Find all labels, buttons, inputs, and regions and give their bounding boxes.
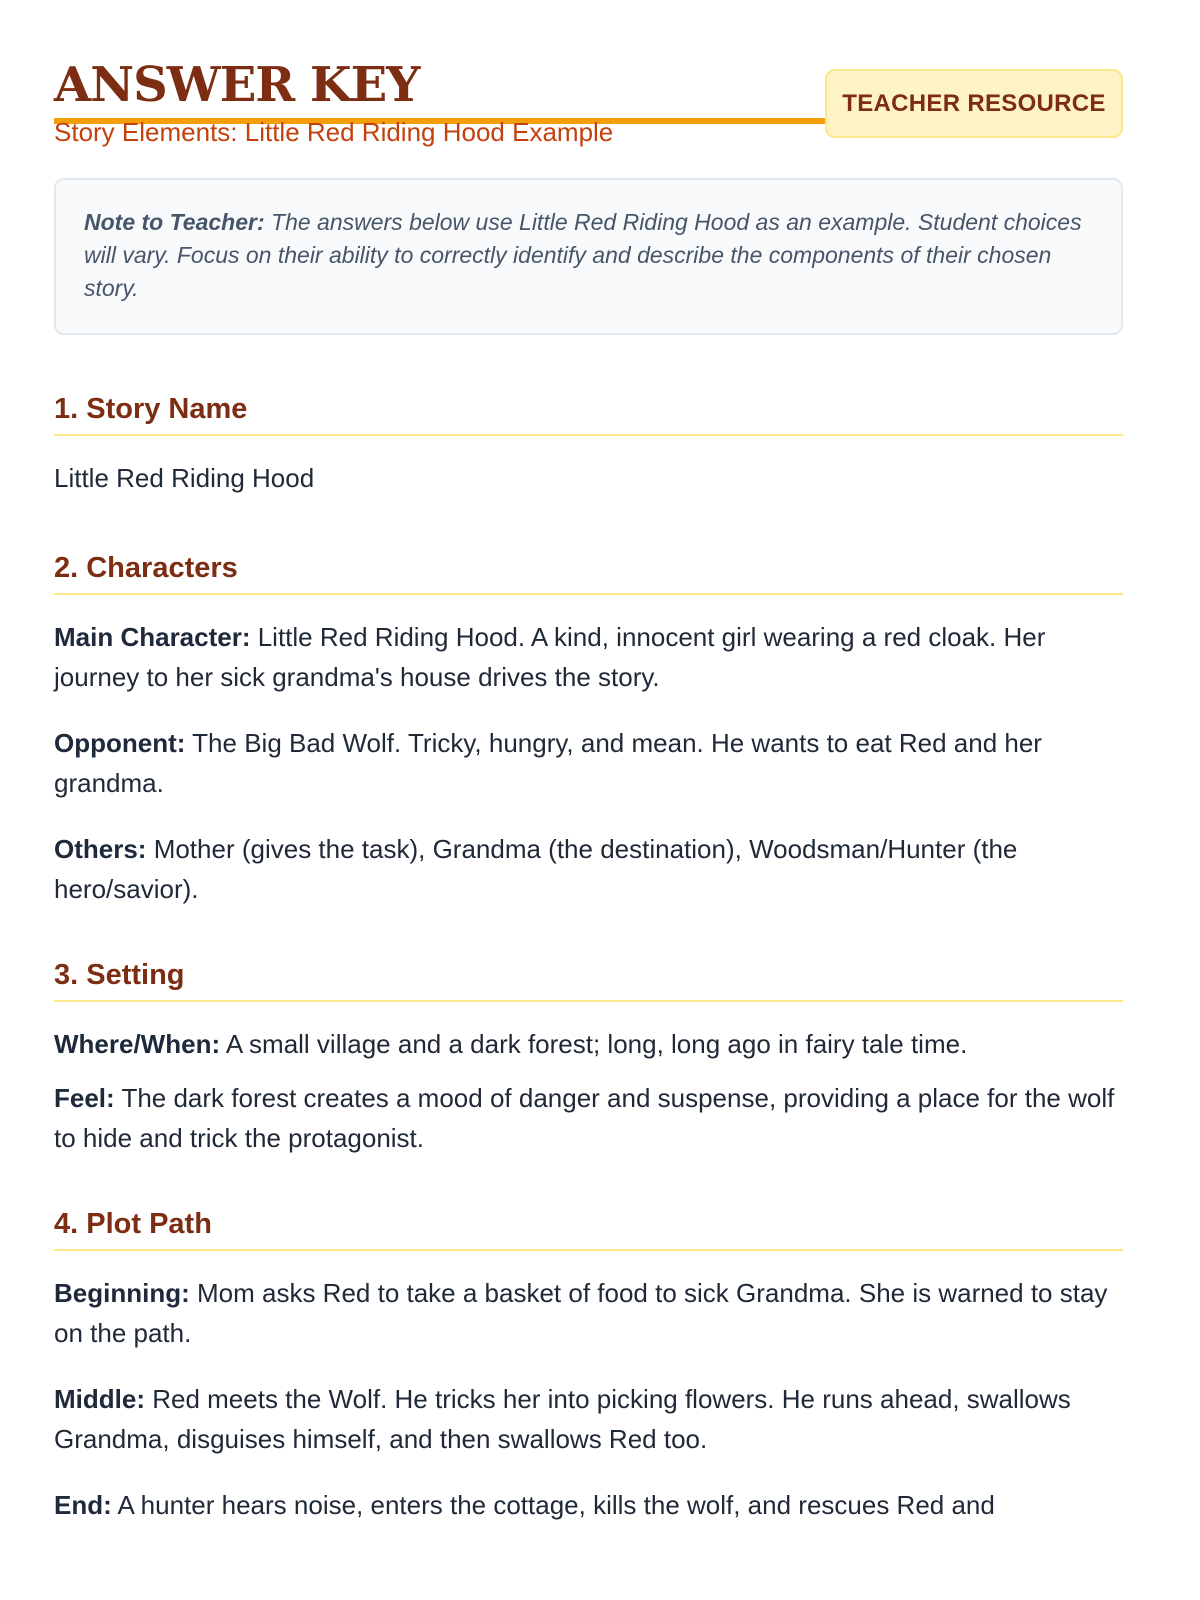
middle-text: Red meets the Wolf. He tricks her into picking flowers. He runs ahead, swallows Grandma, disguises himself, and then swallows Red too. xyxy=(54,1384,1071,1454)
feel-label: Feel: xyxy=(54,1083,115,1113)
section-body-characters xyxy=(54,617,1123,909)
end-entry xyxy=(54,1485,1123,1525)
beginning-entry xyxy=(54,1273,1123,1353)
section-title-story-name: 1. Story Name xyxy=(54,393,1123,436)
where-when-label: Where/When: xyxy=(54,1029,221,1059)
section-body-story-name xyxy=(54,458,1123,498)
section-title-characters: 2. Characters xyxy=(54,552,1123,595)
teacher-resource-badge: TEACHER RESOURCE xyxy=(825,69,1123,138)
feel-entry xyxy=(54,1078,1123,1158)
where-when-text: A small village and a dark forest; long, long ago in fairy tale time. xyxy=(220,1029,968,1059)
section-title-setting: 3. Setting xyxy=(54,959,1123,1002)
end-label: End: xyxy=(54,1490,112,1520)
section-characters xyxy=(54,552,1123,909)
beginning-label: Beginning: xyxy=(54,1278,190,1308)
middle-entry xyxy=(54,1379,1123,1459)
page-header xyxy=(54,0,1123,147)
others-text: Mother (gives the task), Grandma (the destination), Woodsman/Hunter (the hero/savior). xyxy=(54,834,1018,904)
middle-label: Middle: xyxy=(54,1384,145,1414)
section-story-name xyxy=(54,393,1123,498)
beginning-text: Mom asks Red to take a basket of food to sick Grandma. She is warned to stay on the path. xyxy=(54,1278,1108,1348)
main-character-entry xyxy=(54,617,1123,697)
others-entry xyxy=(54,829,1123,909)
others-label: Others: xyxy=(54,834,147,864)
teacher-note-label: Note to Teacher: xyxy=(84,209,265,235)
section-body-plot-path xyxy=(54,1273,1123,1525)
section-setting xyxy=(54,959,1123,1158)
opponent-text: The Big Bad Wolf. Tricky, hungry, and mean. He wants to eat Red and her grandma. xyxy=(54,728,1042,798)
section-plot-path xyxy=(54,1208,1123,1525)
where-when-entry xyxy=(54,1024,1123,1064)
teacher-note xyxy=(54,178,1123,335)
opponent-label: Opponent: xyxy=(54,728,186,758)
teacher-note-text: The answers below use Little Red Riding Hood as an example. Student choices will vary. Focus on their ability to correctly identify and describe the components of their chosen story. xyxy=(84,209,1082,301)
page-title: ANSWER KEY xyxy=(54,57,420,113)
section-title-plot-path: 4. Plot Path xyxy=(54,1208,1123,1251)
page-subtitle: Story Elements: Little Red Riding Hood Example xyxy=(54,117,614,147)
section-body-setting xyxy=(54,1024,1123,1158)
main-character-label: Main Character: xyxy=(54,622,251,652)
story-name-value: Little Red Riding Hood xyxy=(54,463,315,493)
opponent-entry xyxy=(54,723,1123,803)
end-text: A hunter hears noise, enters the cottage, kills the wolf, and rescues Red and xyxy=(111,1490,995,1520)
feel-text: The dark forest creates a mood of danger and suspense, providing a place for the wolf to hide and trick the protagonist. xyxy=(54,1083,1115,1153)
main-character-text: Little Red Riding Hood. A kind, innocent girl wearing a red cloak. Her journey to her sick grandma's house drives the story. xyxy=(54,622,1046,692)
